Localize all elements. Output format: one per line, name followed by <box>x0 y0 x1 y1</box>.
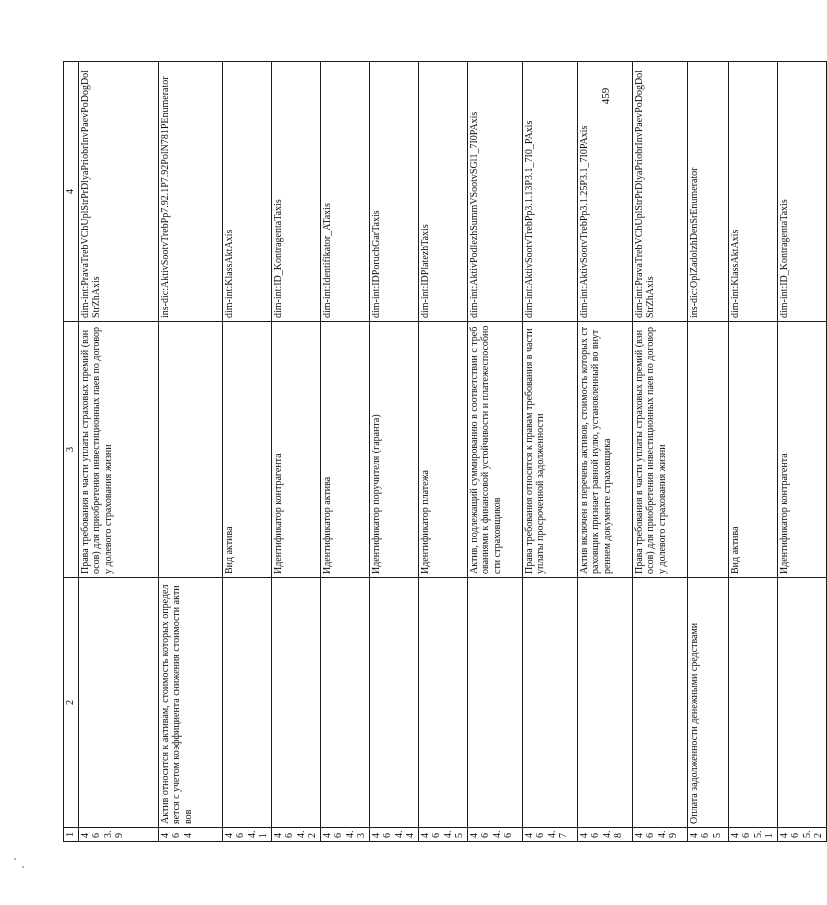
row-number-cell: 464.7 <box>522 828 577 842</box>
row-number-cell: 464.6 <box>467 828 522 842</box>
description-cell: Актив относится к активам, стоимость которых определяется с учетом коэффициента снижения стоимости активов <box>158 578 222 828</box>
description-cell: Оплата задолженности денежными средствами <box>687 578 728 828</box>
description-cell <box>418 578 467 828</box>
description-cell <box>577 578 632 828</box>
row-number-cell: 464.9 <box>632 828 687 842</box>
document-table <box>63 61 827 842</box>
table-row <box>271 62 320 842</box>
requirement-cell: Идентификатор контрагента <box>271 322 320 578</box>
row-number-cell: 464.5 <box>418 828 467 842</box>
row-number-cell: 463.9 <box>78 828 158 842</box>
table-header-row <box>64 62 79 842</box>
scan-speck <box>14 858 16 860</box>
requirement-cell: Вид актива <box>222 322 271 578</box>
code-cell: dim-int:AktivSootvTrebPp3.1.25P3.1_7I0PAxis <box>577 62 632 322</box>
description-cell <box>522 578 577 828</box>
requirement-cell: Идентификатор контрагента <box>777 322 826 578</box>
table-row <box>418 62 467 842</box>
row-number-cell: 465.1 <box>728 828 777 842</box>
table-row <box>158 62 222 842</box>
code-cell: dim-int:ID_KontragentaTaxis <box>271 62 320 322</box>
description-cell <box>320 578 369 828</box>
code-cell: dim-int:ID_KontragentaTaxis <box>777 62 826 322</box>
description-cell <box>78 578 158 828</box>
row-number-cell: 465.2 <box>777 828 826 842</box>
table-row <box>777 62 826 842</box>
row-number-cell: 464.8 <box>577 828 632 842</box>
description-cell <box>369 578 418 828</box>
code-cell: dim-int:IDPoruchGarTaxis <box>369 62 418 322</box>
code-cell: dim-int:PravaTrebVChUplStrPrDlyaPriobrInvPaevPoDogDolStrZhAxis <box>632 62 687 322</box>
header-col-3: 3 <box>64 322 79 578</box>
requirement-cell: Актив, подлежащий суммированию в соответствии с требованиями к финансовой устойчивости и платежеспособности страховщиков <box>467 322 522 578</box>
table-row <box>522 62 577 842</box>
table-row <box>467 62 522 842</box>
code-cell: dim-int:PravaTrebVChUplStrPrDlyaPriobrInvPaevPoDogDolStrZhAxis <box>78 62 158 322</box>
requirement-cell <box>687 322 728 578</box>
header-col-1: 1 <box>64 828 79 842</box>
code-cell: dim-int:IDPlatezhTaxis <box>418 62 467 322</box>
table-row <box>78 62 158 842</box>
row-number-cell: 464.4 <box>369 828 418 842</box>
row-number-cell: 465 <box>687 828 728 842</box>
requirement-cell: Идентификатор поручителя (гаранта) <box>369 322 418 578</box>
requirement-cell: Идентификатор платежа <box>418 322 467 578</box>
row-number-cell: 464 <box>158 828 222 842</box>
row-number-cell: 464.2 <box>271 828 320 842</box>
requirement-cell: Актив включен в перечень активов, стоимость которых страховщик признает равной нулю, установленный во внутреннем документе страховщика <box>577 322 632 578</box>
table-row <box>577 62 632 842</box>
code-cell: ins-dic:AktivSootvTrebPp7.92.1P7.92PolN781PEnumerator <box>158 62 222 322</box>
code-cell: dim-int:KlassAktAxis <box>222 62 271 322</box>
code-cell: ins-dic:OplZadolzhDenSrEnumerator <box>687 62 728 322</box>
code-cell: dim-int:Identifikator_ATaxis <box>320 62 369 322</box>
table-row <box>632 62 687 842</box>
requirement-cell <box>158 322 222 578</box>
scan-speck <box>22 866 24 868</box>
requirement-cell: Идентификатор актива <box>320 322 369 578</box>
row-number-cell: 464.3 <box>320 828 369 842</box>
description-cell <box>271 578 320 828</box>
requirement-cell: Права требования в части уплаты страховых премий (взносов) для приобретения инвестиционных паев по договору долевого страхования жизни <box>78 322 158 578</box>
requirement-cell: Вид актива <box>728 322 777 578</box>
table-row <box>728 62 777 842</box>
description-cell <box>728 578 777 828</box>
description-cell <box>467 578 522 828</box>
description-cell <box>222 578 271 828</box>
code-cell: dim-int:AktivSootvTrebPp3.1.13P3.1_7I0_PAxis <box>522 62 577 322</box>
description-cell <box>777 578 826 828</box>
description-cell <box>632 578 687 828</box>
header-col-2: 2 <box>64 578 79 828</box>
table-row <box>687 62 728 842</box>
header-col-4: 4 <box>64 62 79 322</box>
row-number-cell: 464.1 <box>222 828 271 842</box>
table-row <box>222 62 271 842</box>
requirement-cell: Права требования в части уплаты страховых премий (взносов) для приобретения инвестиционных паев по договору долевого страхования жизни <box>632 322 687 578</box>
requirement-cell: Права требования относятся к правам требования в части уплаты просроченной задолженности <box>522 322 577 578</box>
table-row <box>320 62 369 842</box>
code-cell: dim-int:KlassAktAxis <box>728 62 777 322</box>
table-row <box>369 62 418 842</box>
page-number: 459 <box>600 87 612 105</box>
code-cell: dim-int:AktivPodlezhSummVSootvSGl1_7I0PAxis <box>467 62 522 322</box>
